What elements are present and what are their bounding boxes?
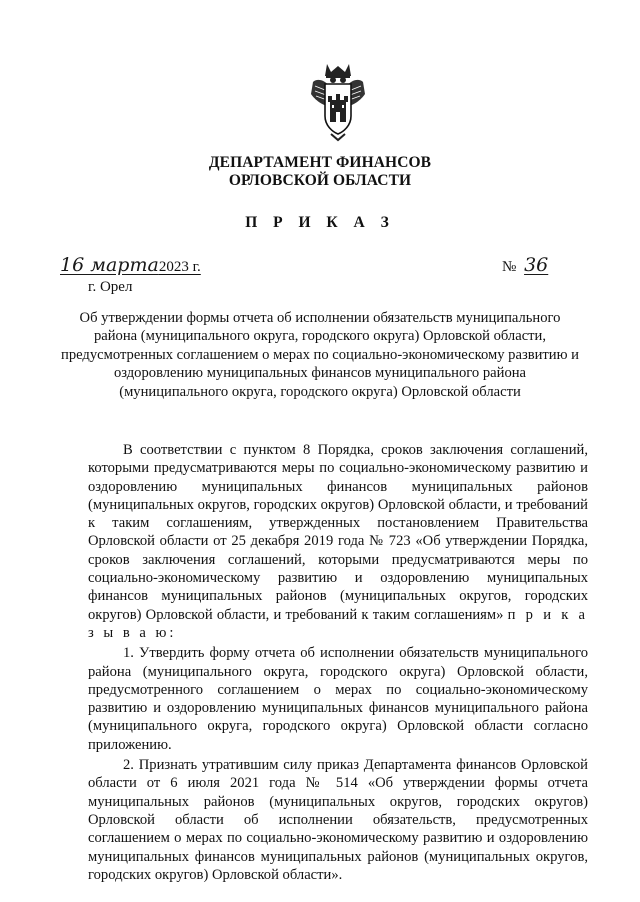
number-label: №: [502, 259, 517, 275]
document-type-title: П Р И К А З: [245, 214, 395, 231]
department-name-line1: ДЕПАРТАМЕНТ ФИНАНСОВ: [208, 154, 432, 171]
department-name-line2: ОРЛОВСКОЙ ОБЛАСТИ: [228, 172, 412, 189]
handwritten-date: 16 марта: [60, 254, 159, 276]
item-1-paragraph: 1. Утвердить форму отчета об исполнении обязательств муниципального района (муниципального округа, городского округа) Орловской области, предусмотренного соглашением о мерах по социально-экономическому развитию и оздоровлению муниципальных финансов муниципального района (муниципального округа, городского округа) Орловской области согласно приложению.: [88, 645, 588, 753]
preamble-text: В соответствии с пунктом 8 Порядка, сроков заключения соглашений, которыми предусматриваются меры по социально-экономическому развитию и оздоровлению муниципальных финансов муниципальных районов (муниципальных округов, городских округов) Орловской области, и требований к таким соглашениям, утвержденных постановлением Правительства Орловской области от 25 декабря 2019 года № 723 «Об утверждении Порядка, сроков заключения соглашений, которыми предусматриваются меры по социально-экономическому развитию и оздоровлению муниципальных финансов муниципальных районов (муниципальных округов, городских округов) Орловской области, и требований к таким соглашениям»: [88, 442, 588, 623]
city: г. Орел: [88, 279, 133, 295]
order-number: [502, 254, 566, 276]
preamble-paragraph: [88, 441, 588, 642]
handwritten-number: 36: [524, 254, 549, 276]
coat-of-arms-icon: [305, 60, 371, 142]
order-date: [60, 254, 201, 276]
date-year: 2023 г.: [158, 259, 201, 275]
item-2-paragraph: 2. Признать утратившим силу приказ Департамента финансов Орловской области от 6 июля 2021 года № 514 «Об утверждении формы отчета муниципальных районов (муниципальных округов, городских округов) Орловской области об исполнении обязательств, предусмотренных соглашением о мерах по социально-экономическому развитию и оздоровлению муниципальных финансов муниципальных районов (муниципальных округов, городских округов) Орловской области».: [88, 757, 588, 883]
order-subject: Об утверждении формы отчета об исполнении обязательств муниципального района (муниципального округа, городского округа) Орловской области, предусмотренных соглашением о мерах по социально-экономическому развитию и оздоровлению муниципальных финансов муниципального района (муниципального округа, городского округа) Орловской области: [61, 310, 579, 400]
order-body: [88, 441, 588, 886]
order-word: п р и к а з ы в а ю:: [88, 606, 588, 641]
